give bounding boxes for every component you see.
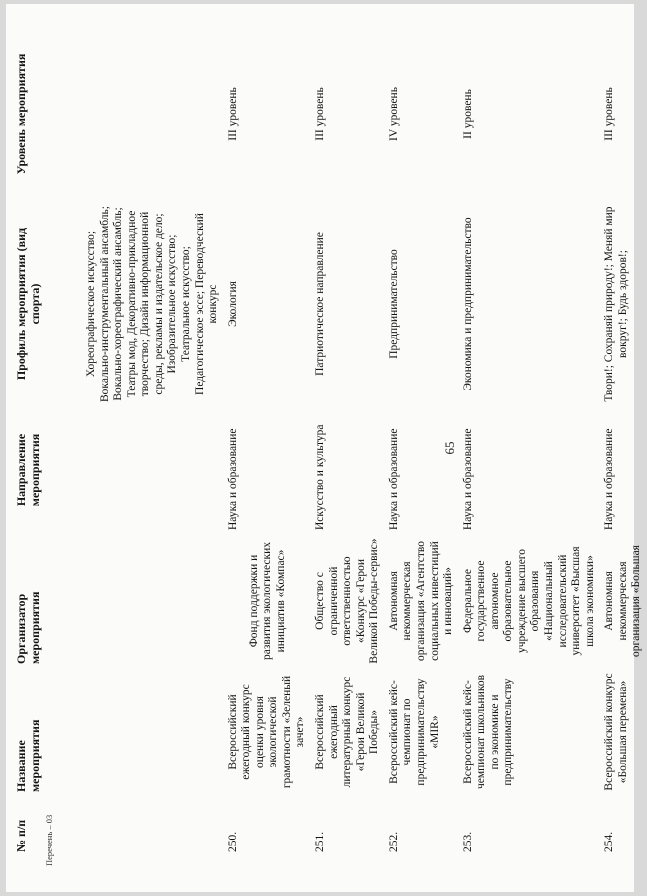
header-num: № п/п [14, 819, 28, 852]
row-level: III уровень [603, 87, 616, 141]
row-level: III уровень [314, 87, 326, 141]
events-table [6, 26, 647, 856]
row-direction: Наука и образование [461, 428, 474, 530]
row-org: Общество с ограниченной ответственностью «Конкурс «Герои Великой Победы-сервис» [314, 538, 381, 664]
row-profile: Экология [226, 281, 239, 327]
row-name: Всероссийский кейс-чемпионат по предпринимательству «MIR» [387, 678, 441, 786]
header-profile: Профиль мероприятия (вид спорта) [14, 227, 43, 381]
table-row [311, 26, 385, 856]
row-direction: Искусство и культура [314, 424, 326, 530]
table-row [600, 26, 647, 856]
row-num: 250. [226, 831, 239, 852]
row-profile: Твори!; Сохраняй природу!; Меняй мир вокруг!; Будь здоров!; [603, 206, 629, 402]
row-profile: Предпринимательство [387, 249, 400, 359]
row-profile: Патриотическое направление [314, 232, 326, 376]
table-row-continuation [82, 26, 224, 856]
row-num: 254. [603, 831, 616, 852]
row-name: Всероссийский ежегодный конкурс оценки уровня экологической грамотности «Зеленый зачет» [226, 675, 307, 789]
header-org: Организатор мероприятия [14, 591, 43, 664]
row-level: II уровень [461, 89, 474, 139]
footer-text: Перечень – 03 [44, 814, 54, 866]
header-level: Уровень мероприятия [14, 53, 28, 175]
row-profile: Экономика и предпринимательство [461, 217, 474, 391]
table-row [224, 26, 311, 856]
row-level: IV уровень [387, 87, 400, 141]
document-page [6, 4, 643, 892]
table-row [459, 26, 601, 856]
row-direction: Наука и образование [226, 428, 239, 530]
row-org: Фонд поддержки и развития экологических инициатив «Компас» [247, 542, 287, 660]
row-num: 252. [387, 831, 400, 852]
header-direction: Направление мероприятия [14, 433, 43, 507]
row-direction: Наука и образование [603, 428, 616, 530]
row-num: 253. [461, 831, 474, 852]
row-org: Автономная некоммерческая организация «Агентство социальных инвестиций и инноваций» [387, 540, 455, 662]
page-number: 65 [442, 441, 457, 455]
row-level: III уровень [226, 87, 239, 141]
rotated-page [6, 4, 643, 892]
row-num: 251. [314, 831, 326, 852]
header-name: Название мероприятия [14, 719, 43, 792]
row-name: Всероссийский кейс-чемпионат школьников по экономике и предпринимательству [461, 674, 515, 790]
row-name: Всероссийский ежегодный литературный конкурс «Герои Великой Победы» [314, 676, 381, 788]
row-direction: Наука и образование [387, 428, 400, 530]
row-org: Автономная некоммерческая организация «Большая [603, 545, 643, 657]
row-org: Федеральное государственное автономное образовательное учреждение высшего образования «Национальный исследовательский университет «Высшая школа экономики» [461, 546, 596, 656]
profile-cell-prev: Хореографическое искусство; Вокально-инструментальный ансамбль; Вокально-хореографический ансамбль; Театры мод, Декоративно-прикладное творчество; Дизайн информационной среды, рекламы и издательское дело; Изобразительное искусство; Театральное искусство; Педагогическое эссе; Переводческий конкурс [85, 206, 220, 402]
row-name: Всероссийский конкурс «Большая перемена» [603, 673, 629, 791]
table-header-row [6, 26, 82, 856]
